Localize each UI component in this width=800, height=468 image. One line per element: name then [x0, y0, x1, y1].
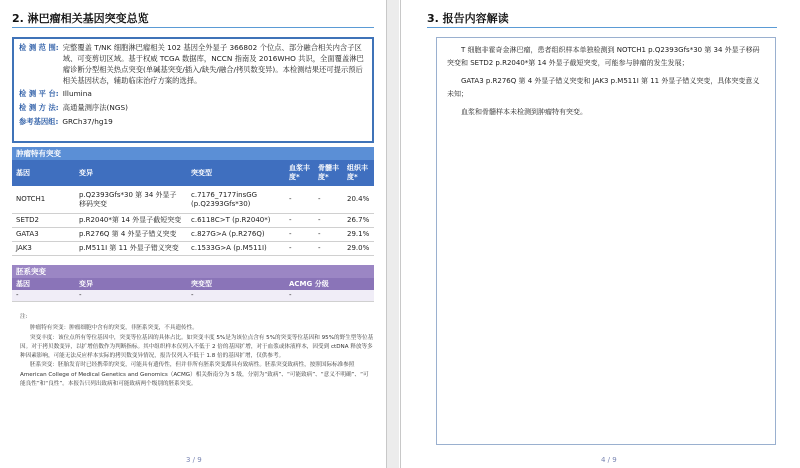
notes-block: [20, 313, 374, 389]
cell-variant: p.M511I 第 11 外显子错义突变: [79, 244, 179, 252]
cell-mutation-type: c.7176_7177insGG (p.Q2393Gfs*30): [191, 190, 258, 208]
cell-plasma: -: [289, 230, 292, 238]
section-divider: [12, 27, 374, 28]
section-title-interpretation: 3. 报告内容解读: [427, 12, 509, 25]
cell-variant: p.Q2393Gfs*30 第 34 外显子移码突变: [79, 190, 177, 208]
section-title-mutation-overview: 2. 淋巴瘤相关基因突变总览: [12, 12, 149, 25]
header-tissue-abundance: 组织丰度*: [347, 164, 368, 181]
cell-plasma: -: [289, 216, 292, 224]
cell-gene: SETD2: [16, 216, 39, 224]
cell-plasma: -: [289, 195, 292, 203]
table-row: [12, 228, 374, 242]
cell-tissue: 20.4%: [347, 195, 370, 203]
table-title: 肿瘤特有突变: [12, 147, 374, 160]
interpretation-box: [436, 37, 776, 445]
page-number: 3 / 9: [186, 456, 202, 464]
header-variant: 变异: [79, 279, 93, 288]
info-row-scope: [19, 42, 367, 86]
test-info-box: [12, 37, 374, 143]
info-value: GRCh37/hg19: [62, 117, 113, 126]
header-acmg-grade: ACMG 分级: [289, 279, 329, 288]
cell-tissue: 29.0%: [347, 244, 370, 252]
table-title: 胚系突变: [12, 265, 374, 278]
cell-tissue: 26.7%: [347, 216, 370, 224]
notes-heading: 注:: [20, 314, 28, 320]
cell-plasma: -: [289, 244, 292, 252]
note-item: 突变丰度：该位点所有等位基因中，突变等位基因的具体占比。如突变丰度 5%是为该位点含有 5%的突变等位基因和 95%的野生型等位基因。对于拷贝数变异，以扩增倍数作为判断指标。其中组织样本仅列入不低于 2 倍的基因扩增，对于血浆或体液样本，因受到 ctDNA 释放等多种因素影响，可能无法反应样本实际的拷贝数变异情况，报告仅列入不低于 1.8 倍的基因扩增，仅供参考。: [20, 334, 374, 360]
header-plasma-abundance: 血浆丰度*: [289, 164, 310, 181]
cell-gene: GATA3: [16, 230, 39, 238]
info-value: Illumina: [62, 89, 92, 98]
germline-mutation-table: [12, 265, 374, 302]
tumor-mutation-table: [12, 147, 374, 256]
info-value: 完整覆盖 T/NK 细胞淋巴瘤相关 102 基因全外显子 366802 个位点、部分融合相关内含子区域、可变剪切区域。基于权威 TCGA 数据库，NCCN 指南及 2016WHO 共识，全面覆盖淋巴瘤诊断分型相关热点突变(单碱基突变/插入/缺失/融合/拷贝数变异)。本检测结果还可提示预后相关基因状态，辅助临床治疗方案的选择。: [62, 43, 364, 85]
cell-variant: p.R276Q 第 4 外显子错义突变: [79, 230, 177, 238]
note-item: 肿瘤特有突变：肿瘤细胞中含有的突变，非胚系突变，不具遗传性。: [30, 325, 198, 332]
cell-marrow: -: [318, 244, 321, 252]
note-item: 胚系突变：胚胎发育时已经携带的突变，可能具有遗传性，但并非所有胚系突变都具有致病性。胚系突变致病性，按照国际标准参照 American College of Medical Genetics and Genomics（ACMG）相关指南分为 5 级，分别为“致病”、“可能致病”、“意义不明确”、“可能良性”和“良性”。本报告只列出致病和可能致病两个级别的胚系突变。: [20, 362, 369, 388]
section-divider: [427, 27, 777, 28]
header-mutation-type: 突变型: [191, 279, 212, 288]
info-label: 检 测 方 法:: [19, 103, 59, 112]
cell-variant: p.R2040*第 14 外显子截短突变: [79, 216, 182, 224]
info-label: 检 测 平 台:: [19, 89, 59, 98]
cell-gene: JAK3: [16, 244, 32, 252]
interpretation-paragraph: GATA3 p.R276Q 第 4 外显子错义突变和 JAK3 p.M511I 第 11 外显子错义突变，具体突变意义未知；: [447, 77, 760, 98]
cell-marrow: -: [318, 230, 321, 238]
table-row: [12, 290, 374, 302]
table-row: [12, 242, 374, 256]
table-header: [12, 160, 374, 186]
table-row: [12, 214, 374, 228]
header-gene: 基因: [16, 168, 30, 177]
table-row: [12, 186, 374, 214]
cell-tissue: 29.1%: [347, 230, 370, 238]
cell-marrow: -: [318, 195, 321, 203]
info-row-reference: [19, 116, 367, 127]
cell-mutation-type: -: [191, 291, 194, 299]
cell-marrow: -: [318, 216, 321, 224]
info-row-platform: [19, 88, 367, 99]
header-marrow-abundance: 骨髓丰度*: [318, 164, 339, 181]
interpretation-paragraph: 血浆和骨髓样本未检测到肿瘤特有突变。: [461, 108, 587, 116]
header-mutation-type: 突变型: [191, 168, 212, 177]
header-variant: 变异: [79, 168, 93, 177]
page-number: 4 / 9: [601, 456, 617, 464]
cell-mutation-type: c.6118C>T (p.R2040*): [191, 216, 271, 224]
cell-mutation-type: c.1533G>A (p.M511I): [191, 244, 267, 252]
table-header: [12, 278, 374, 290]
info-row-method: [19, 102, 367, 113]
info-label: 检 测 范 围:: [19, 43, 59, 52]
info-label: 参考基因组:: [19, 117, 59, 126]
cell-gene: NOTCH1: [16, 195, 46, 203]
cell-gene: -: [16, 291, 19, 299]
cell-mutation-type: c.827G>A (p.R276Q): [191, 230, 265, 238]
cell-acmg-grade: -: [289, 291, 292, 299]
header-gene: 基因: [16, 279, 30, 288]
interpretation-paragraph: T 细胞非霍奇金淋巴瘤，患者组织样本单独检测到 NOTCH1 p.Q2393Gfs*30 第 34 外显子移码突变和 SETD2 p.R2040*第 14 外显子截短突变，可能参与肿瘤的发生发展；: [447, 46, 760, 67]
info-value: 高通量测序法(NGS): [62, 103, 128, 112]
report-page-3: [0, 0, 387, 468]
cell-variant: -: [79, 291, 82, 299]
page-gap: [387, 0, 399, 468]
